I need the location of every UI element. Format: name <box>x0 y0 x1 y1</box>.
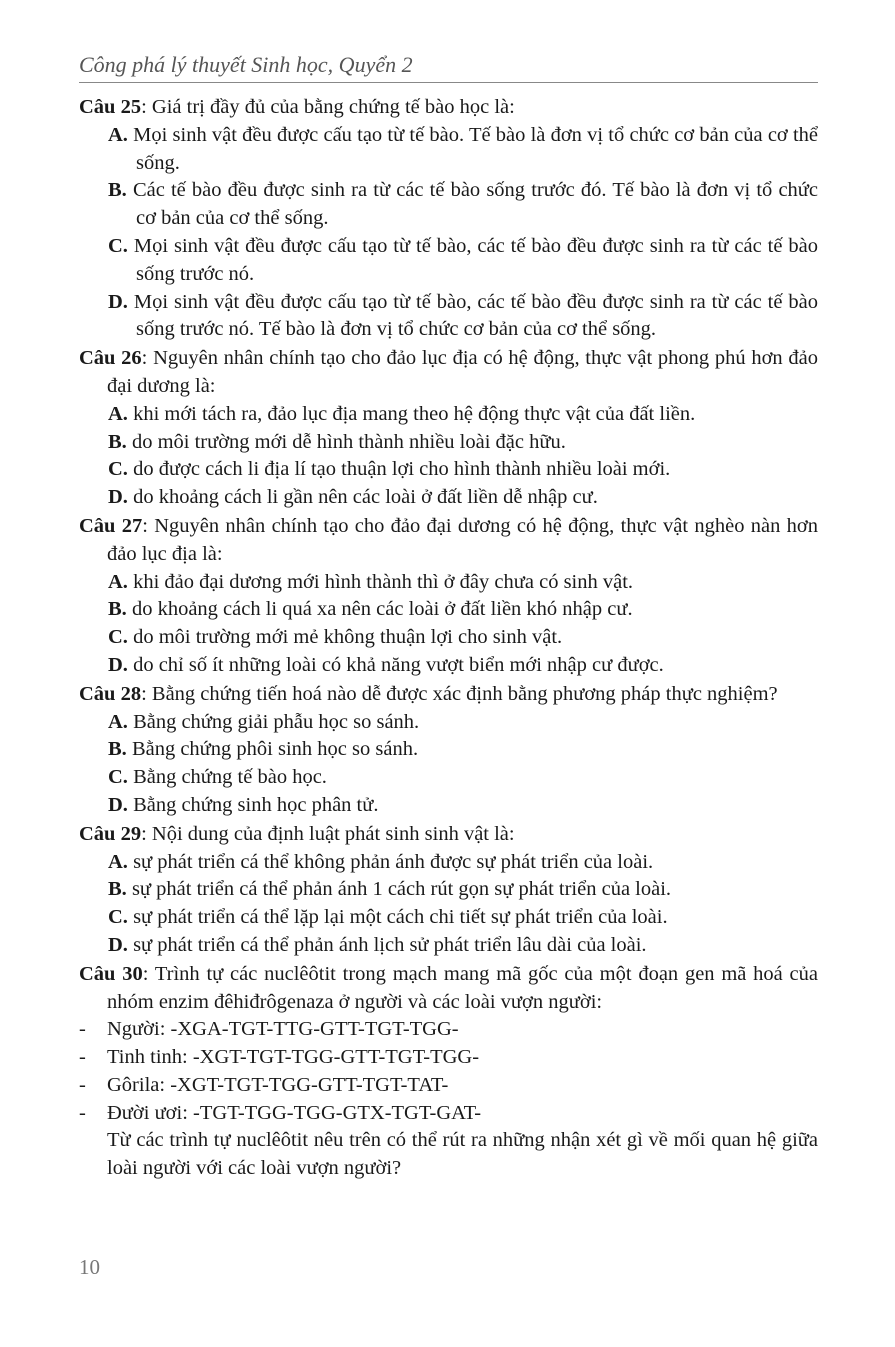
bullet-dash: - <box>79 1101 86 1124</box>
option-letter: D. <box>108 486 128 509</box>
option-text: Bằng chứng giải phẫu học so sánh. <box>133 710 420 733</box>
sequence-text: Gôrila: -XGT-TGT-TGG-GTT-TGT-TAT- <box>107 1073 449 1096</box>
option-text: do môi trường mới dễ hình thành nhiều loài đặc hữu. <box>131 430 566 453</box>
option-text: Bằng chứng tế bào học. <box>133 766 327 789</box>
question-stem <box>79 345 818 401</box>
option-text: Bằng chứng phôi sinh học so sánh. <box>131 738 419 761</box>
option-letter: D. <box>108 933 128 956</box>
option-text: sự phát triển cá thể không phản ánh được sự phát triển của loài. <box>133 850 654 873</box>
option-letter: C. <box>108 626 128 649</box>
option-c <box>79 624 818 652</box>
question-30 <box>79 961 818 1183</box>
option-d <box>79 289 818 345</box>
sequence-text: Tinh tinh: -XGT-TGT-TGG-GTT-TGT-TGG- <box>107 1046 480 1069</box>
option-a <box>79 401 818 429</box>
option-letter: D. <box>108 793 128 816</box>
bullet-dash: - <box>79 1018 86 1041</box>
question-stem <box>79 513 818 569</box>
question-stem <box>79 961 818 1017</box>
question-closing-text: Từ các trình tự nuclêôtit nêu trên có thể rút ra những nhận xét gì về mối quan hệ giữa loài người với các loài vượn người? <box>107 1129 818 1180</box>
question-number: Câu 27 <box>79 514 143 537</box>
question-number: Câu 25 <box>79 96 142 118</box>
sequence-line <box>79 1072 818 1100</box>
question-29 <box>79 821 818 960</box>
option-a <box>79 709 818 737</box>
option-text: Các tế bào đều được sinh ra từ các tế bào sống trước đó. Tế bào là đơn vị tổ chức cơ bản của cơ thể sống. <box>132 179 819 230</box>
option-text: sự phát triển cá thể phản ánh 1 cách rút gọn sự phát triển của loài. <box>131 878 672 901</box>
running-header: Công phá lý thuyết Sinh học, Quyển 2 <box>79 52 413 77</box>
option-letter: A. <box>108 123 128 146</box>
option-text: do khoảng cách li gần nên các loài ở đất liền dễ nhập cư. <box>133 486 598 509</box>
option-text: Bằng chứng sinh học phân tử. <box>133 793 379 816</box>
option-text: Mọi sinh vật đều được cấu tạo từ tế bào. Tế bào là đơn vị tổ chức cơ bản của cơ thể sống. <box>133 123 819 174</box>
question-text: : Giá trị đầy đủ của bằng chứng tế bào học là: <box>141 96 515 118</box>
question-text: : Nội dung của định luật phát sinh sinh vật là: <box>141 822 515 845</box>
question-stem <box>79 821 818 849</box>
option-letter: A. <box>108 570 128 593</box>
option-text: Mọi sinh vật đều được cấu tạo từ tế bào, các tế bào đều được sinh ra từ các tế bào sống trước nó. Tế bào là đơn vị tổ chức cơ bản của cơ thể sống. <box>133 290 819 341</box>
option-d <box>79 484 818 512</box>
option-letter: C. <box>108 766 128 789</box>
option-c <box>79 764 818 792</box>
option-a <box>79 849 818 877</box>
question-28 <box>79 681 818 820</box>
option-b <box>79 429 818 457</box>
option-text: do khoảng cách li quá xa nên các loài ở đất liền khó nhập cư. <box>131 598 633 621</box>
option-c <box>79 904 818 932</box>
option-letter: D. <box>108 653 128 676</box>
option-letter: B. <box>108 430 127 453</box>
header-rule <box>79 82 818 83</box>
option-c <box>79 233 818 289</box>
option-d <box>79 932 818 960</box>
option-c <box>79 456 818 484</box>
question-25 <box>79 94 818 344</box>
option-letter: D. <box>108 290 128 313</box>
option-b <box>79 177 818 233</box>
option-letter: B. <box>108 179 127 202</box>
option-text: do môi trường mới mẻ không thuận lợi cho sinh vật. <box>133 626 563 649</box>
option-d <box>79 652 818 680</box>
option-letter: B. <box>108 878 127 901</box>
option-text: sự phát triển cá thể lặp lại một cách chi tiết sự phát triển của loài. <box>133 906 668 929</box>
sequence-line <box>79 1044 818 1072</box>
bullet-dash: - <box>79 1073 86 1096</box>
question-stem <box>79 681 818 709</box>
option-text: sự phát triển cá thể phản ánh lịch sử phát triển lâu dài của loài. <box>133 933 647 956</box>
option-letter: A. <box>108 710 128 733</box>
question-text: : Bằng chứng tiến hoá nào dễ được xác định bằng phương pháp thực nghiệm? <box>141 682 778 705</box>
option-letter: B. <box>108 598 127 621</box>
question-26 <box>79 345 818 512</box>
option-a <box>79 122 818 178</box>
option-text: do được cách li địa lí tạo thuận lợi cho hình thành nhiều loài mới. <box>133 458 671 481</box>
question-text: : Nguyên nhân chính tạo cho đảo lục địa có hệ động, thực vật phong phú hơn đảo đại dương là: <box>107 347 818 397</box>
option-text: Mọi sinh vật đều được cấu tạo từ tế bào, các tế bào đều được sinh ra từ các tế bào sống trước nó. <box>133 234 819 285</box>
page-number: 10 <box>79 1255 100 1279</box>
question-text: : Nguyên nhân chính tạo cho đảo đại dương có hệ động, thực vật nghèo nàn hơn đảo lục địa là: <box>107 514 818 565</box>
sequence-text: Người: -XGA-TGT-TTG-GTT-TGT-TGG- <box>107 1018 459 1041</box>
question-number: Câu 29 <box>79 822 142 845</box>
sequence-line <box>79 1100 818 1128</box>
question-text: : Trình tự các nuclêôtit trong mạch mang mã gốc của một đoạn gen mã hoá của nhóm enzim đêhiđrôgenaza ở người và các loài vượn người: <box>107 962 818 1013</box>
option-b <box>79 596 818 624</box>
option-letter: C. <box>108 906 128 929</box>
option-b <box>79 876 818 904</box>
question-list <box>79 94 818 1184</box>
question-27 <box>79 513 818 680</box>
sequence-line <box>79 1016 818 1044</box>
option-letter: C. <box>108 458 128 481</box>
option-text: do chỉ số ít những loài có khả năng vượt biển mới nhập cư được. <box>133 653 664 676</box>
option-letter: A. <box>108 402 128 425</box>
question-number: Câu 26 <box>79 347 142 370</box>
option-text: khi mới tách ra, đảo lục địa mang theo hệ động thực vật của đất liền. <box>133 402 696 425</box>
question-stem <box>79 94 818 122</box>
option-d <box>79 792 818 820</box>
sequence-text: Đười ươi: -TGT-TGG-TGG-GTX-TGT-GAT- <box>107 1101 482 1124</box>
question-number: Câu 28 <box>79 682 142 705</box>
question-number: Câu 30 <box>79 962 143 985</box>
option-letter: A. <box>108 850 128 873</box>
option-letter: C. <box>108 234 128 257</box>
option-text: khi đảo đại dương mới hình thành thì ở đây chưa có sinh vật. <box>133 570 634 593</box>
option-letter: B. <box>108 738 127 761</box>
option-b <box>79 736 818 764</box>
bullet-dash: - <box>79 1046 86 1069</box>
option-a <box>79 569 818 597</box>
